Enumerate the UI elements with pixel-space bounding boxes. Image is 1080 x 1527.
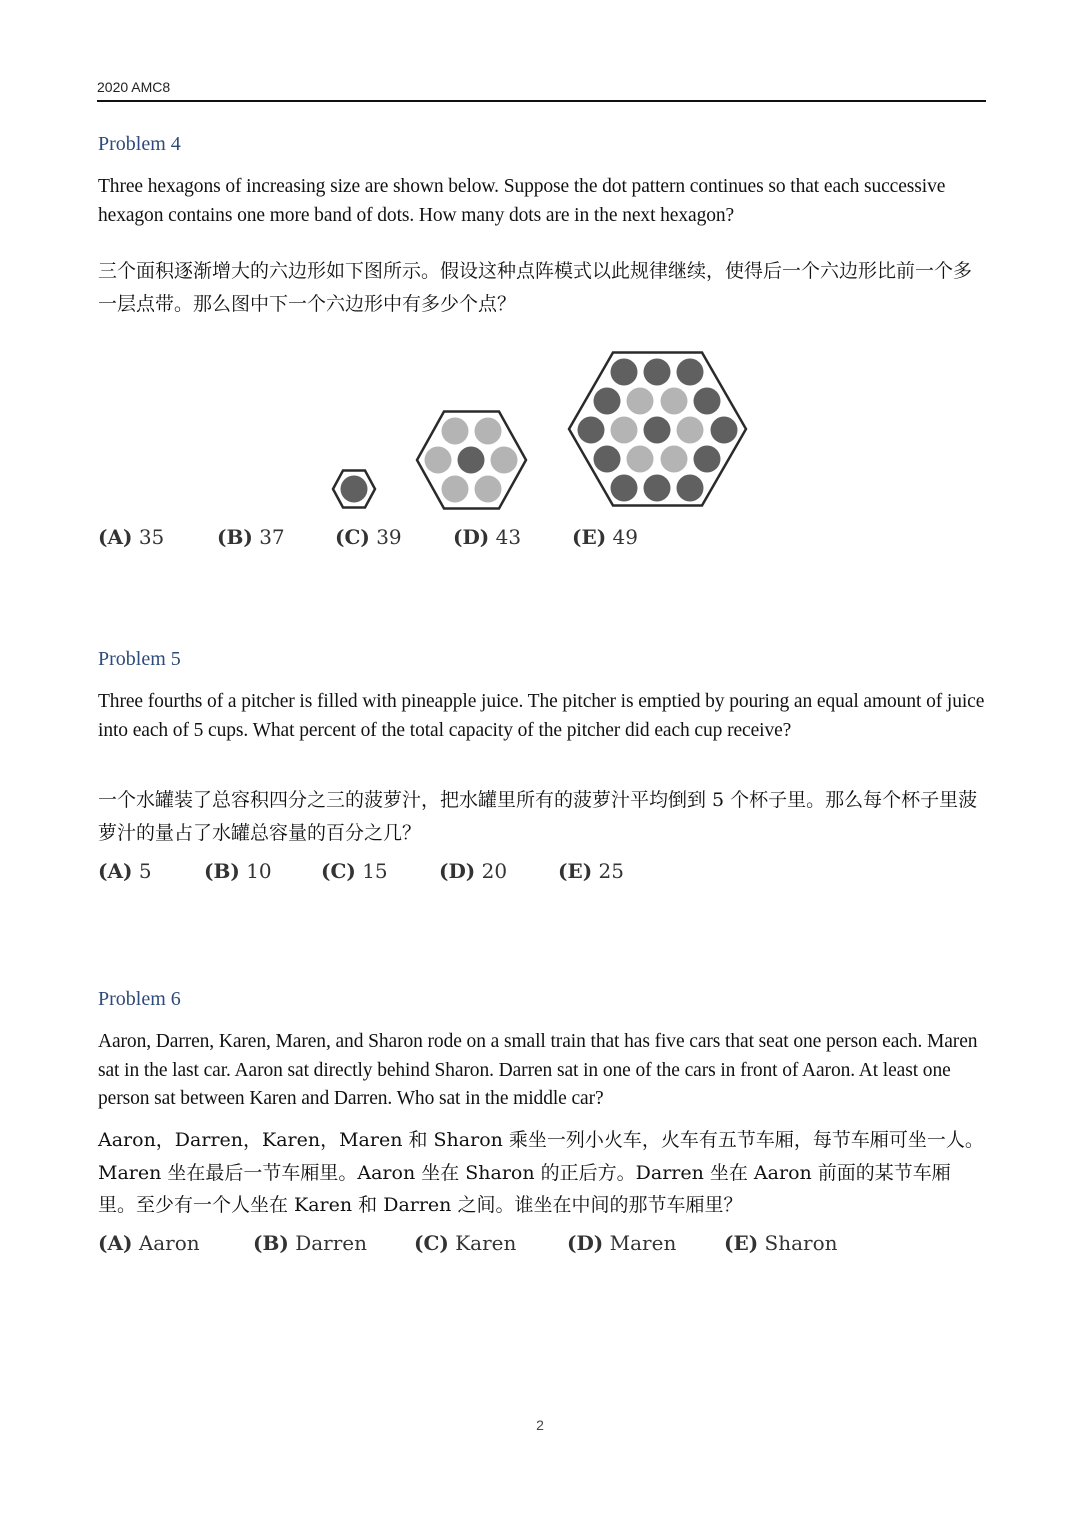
header-divider (97, 100, 986, 102)
choice-b[interactable]: (B) 10 (204, 859, 272, 883)
page-number: 2 (536, 1417, 544, 1433)
page-header (97, 78, 986, 96)
hexagon-19-dots (569, 353, 746, 506)
choice-b[interactable]: (B) Darren (253, 1231, 367, 1255)
choice-b[interactable]: (B) 37 (217, 525, 285, 549)
choice-d[interactable]: (D) 20 (439, 859, 508, 883)
problem-6-text-en: Aaron, Darren, Karen, Maren, and Sharon rode on a small train that has five cars that seat one person each. Maren sat in the last car. Aaron sat directly behind Sharon. Darren sat in one of the cars in front of Aaron. At least one person sat between Karen and Darren. Who sat in the middle car? (98, 1031, 978, 1109)
problem-4-text-cn: 三个面积逐渐增大的六边形如下图所示。假设这种点阵模式以此规律继续，使得后一个六边形比前一个多一层点带。那么图中下一个六边形中有多少个点？ (98, 260, 973, 315)
choice-e[interactable]: (E) Sharon (724, 1231, 838, 1255)
problem-4-title: Problem 4 (98, 133, 181, 155)
choice-e[interactable]: (E) 49 (572, 525, 638, 549)
document-title: 2020 AMC8 (97, 79, 171, 95)
choice-a[interactable]: (A) 35 (98, 525, 165, 549)
choice-a[interactable]: (A) 5 (98, 859, 152, 883)
problem-6-text-cn: Aaron，Darren，Karen，Maren 和 Sharon 乘坐一列小火车，火车有五节车厢，每节车厢可坐一人。Maren 坐在最后一节车厢里。Aaron 坐在 Sharon 的正后方。Darren 坐在 Aaron 前面的某节车厢里。至少有一个人坐在 Karen 和 Darren 之间。谁坐在中间的那节车厢里？ (98, 1129, 984, 1216)
choice-d[interactable]: (D) 43 (453, 525, 522, 549)
problem-4-text-en: Three hexagons of increasing size are shown below. Suppose the dot pattern continues so that each successive hexagon contains one more band of dots. How many dots are in the next hexagon? (98, 176, 946, 226)
problem-5-title: Problem 5 (98, 648, 181, 670)
problem-5-text-en: Three fourths of a pitcher is filled with pineapple juice. The pitcher is emptied by pouring an equal amount of juice into each of 5 cups. What percent of the total capacity of the pitcher did each cup receive? (98, 691, 985, 741)
hexagon-7-dots (417, 412, 526, 509)
choice-a[interactable]: (A) Aaron (98, 1231, 200, 1255)
hexagon-dot-figure (320, 340, 760, 525)
problem-5-text-cn: 一个水罐装了总容积四分之三的菠萝汁，把水罐里所有的菠萝汁平均倒到 5 个杯子里。那么每个杯子里菠萝汁的量占了水罐总容量的百分之几？ (98, 789, 978, 844)
hexagon-1-dot (333, 471, 375, 508)
choice-e[interactable]: (E) 25 (558, 859, 624, 883)
choice-c[interactable]: (C) 39 (335, 525, 402, 549)
problem-6-title: Problem 6 (98, 988, 181, 1010)
choice-c[interactable]: (C) Karen (414, 1231, 517, 1255)
choice-c[interactable]: (C) 15 (321, 859, 388, 883)
choice-d[interactable]: (D) Maren (567, 1231, 677, 1255)
